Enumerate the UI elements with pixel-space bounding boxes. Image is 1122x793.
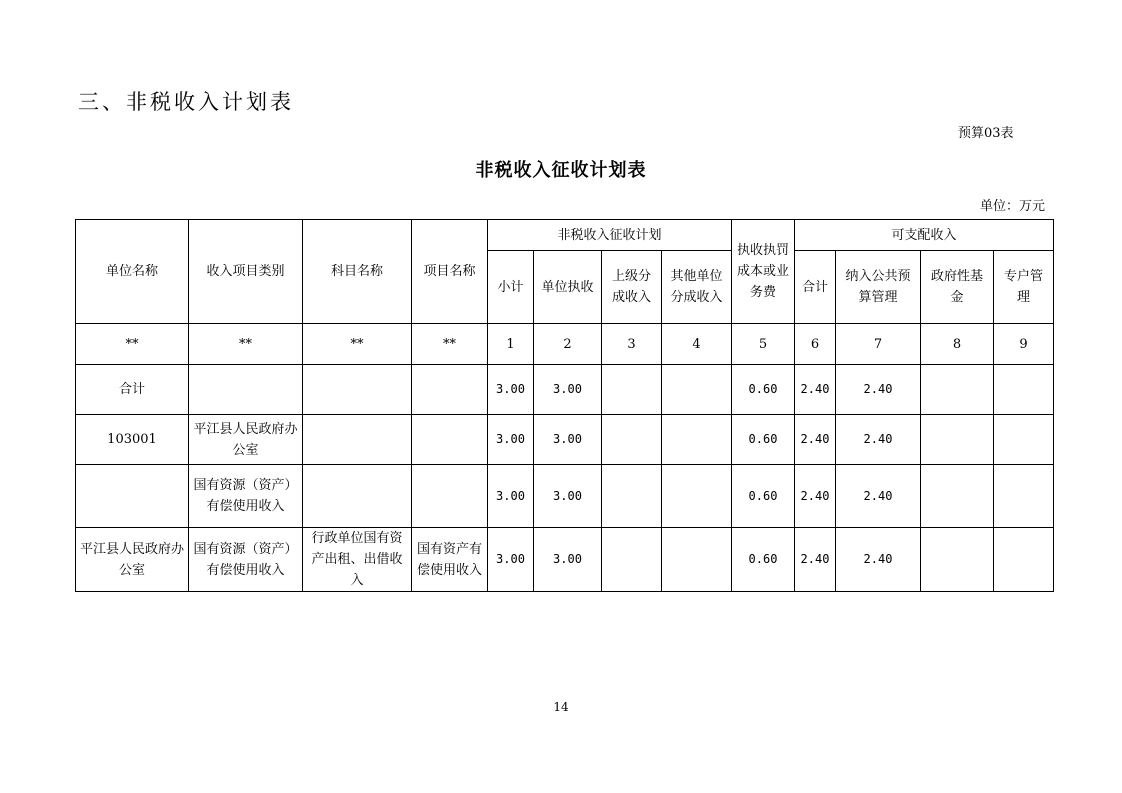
header-item-name: 项目名称 — [412, 220, 488, 324]
cell-gov-fund — [921, 528, 994, 592]
cell-public-budget: 2.40 — [836, 465, 921, 528]
cell-subtotal: 3.00 — [488, 415, 534, 465]
cell-subtotal: 3.00 — [488, 465, 534, 528]
cell-unit-collection: 3.00 — [534, 415, 602, 465]
cell-total: 2.40 — [795, 465, 836, 528]
header-gov-fund: 政府性基金 — [921, 251, 994, 324]
cell-special — [994, 415, 1054, 465]
cell-special — [994, 465, 1054, 528]
cell-subtotal: 3.00 — [488, 365, 534, 415]
index-cell: 5 — [732, 324, 795, 365]
cell-cost: 0.60 — [732, 465, 795, 528]
cell-unit-collection: 3.00 — [534, 365, 602, 415]
header-enforcement-cost: 执收执罚成本或业务费 — [732, 220, 795, 324]
cell-category — [189, 365, 303, 415]
index-row — [76, 324, 1054, 365]
index-cell: ** — [303, 324, 412, 365]
cell-unit: 合计 — [76, 365, 189, 415]
index-cell: ** — [189, 324, 303, 365]
header-unit-name: 单位名称 — [76, 220, 189, 324]
index-cell: 9 — [994, 324, 1054, 365]
cell-gov-fund — [921, 465, 994, 528]
cell-special — [994, 365, 1054, 415]
cell-public-budget: 2.40 — [836, 415, 921, 465]
page-number: 14 — [553, 700, 569, 714]
cell-gov-fund — [921, 365, 994, 415]
header-subject-name: 科目名称 — [303, 220, 412, 324]
header-special-account: 专户管理 — [994, 251, 1054, 324]
index-cell: ** — [412, 324, 488, 365]
cell-superior — [602, 365, 662, 415]
table-row-total — [76, 365, 1054, 415]
cell-other — [662, 465, 732, 528]
header-income-category: 收入项目类别 — [189, 220, 303, 324]
unit-label: 单位：万元 — [980, 199, 1046, 214]
cell-superior — [602, 465, 662, 528]
index-cell: 6 — [795, 324, 836, 365]
cell-public-budget: 2.40 — [836, 528, 921, 592]
header-public-budget: 纳入公共预算管理 — [836, 251, 921, 324]
table-row — [76, 415, 1054, 465]
cell-item: 国有资产有偿使用收入 — [412, 528, 488, 592]
cell-special — [994, 528, 1054, 592]
index-cell: ** — [76, 324, 189, 365]
cell-other — [662, 415, 732, 465]
cell-category: 平江县人民政府办公室 — [189, 415, 303, 465]
cell-category: 国有资源（资产）有偿使用收入 — [189, 465, 303, 528]
header-unit-collection: 单位执收 — [534, 251, 602, 324]
cell-subtotal: 3.00 — [488, 528, 534, 592]
cell-subject — [303, 415, 412, 465]
cell-total: 2.40 — [795, 528, 836, 592]
index-cell: 8 — [921, 324, 994, 365]
header-subtotal: 小计 — [488, 251, 534, 324]
cell-total: 2.40 — [795, 365, 836, 415]
cell-superior — [602, 528, 662, 592]
cell-subject — [303, 465, 412, 528]
header-other-unit-share: 其他单位分成收入 — [662, 251, 732, 324]
cell-unit-collection: 3.00 — [534, 465, 602, 528]
table-row — [76, 528, 1054, 592]
table-row — [76, 465, 1054, 528]
cell-item — [412, 415, 488, 465]
cell-cost: 0.60 — [732, 528, 795, 592]
revenue-plan-table — [75, 219, 1054, 592]
index-cell: 4 — [662, 324, 732, 365]
section-title: 三、非税收入计划表 — [78, 90, 294, 114]
header-total: 合计 — [795, 251, 836, 324]
cell-cost: 0.60 — [732, 365, 795, 415]
cell-public-budget: 2.40 — [836, 365, 921, 415]
cell-cost: 0.60 — [732, 415, 795, 465]
cell-item — [412, 465, 488, 528]
cell-item — [412, 365, 488, 415]
header-disposable-income: 可支配收入 — [795, 220, 1054, 251]
index-cell: 7 — [836, 324, 921, 365]
cell-unit: 平江县人民政府办公室 — [76, 528, 189, 592]
cell-superior — [602, 415, 662, 465]
header-superior-share: 上级分成收入 — [602, 251, 662, 324]
index-cell: 2 — [534, 324, 602, 365]
cell-subject: 行政单位国有资产出租、出借收入 — [303, 528, 412, 592]
cell-unit-collection: 3.00 — [534, 528, 602, 592]
cell-subject — [303, 365, 412, 415]
index-cell: 3 — [602, 324, 662, 365]
cell-category: 国有资源（资产）有偿使用收入 — [189, 528, 303, 592]
table-title: 非税收入征收计划表 — [475, 160, 647, 181]
cell-unit: 103001 — [76, 415, 189, 465]
header-collection-plan: 非税收入征收计划 — [488, 220, 732, 251]
cell-unit — [76, 465, 189, 528]
cell-total: 2.40 — [795, 415, 836, 465]
index-cell: 1 — [488, 324, 534, 365]
cell-gov-fund — [921, 415, 994, 465]
form-code: 预算03表 — [958, 126, 1014, 141]
cell-other — [662, 528, 732, 592]
cell-other — [662, 365, 732, 415]
